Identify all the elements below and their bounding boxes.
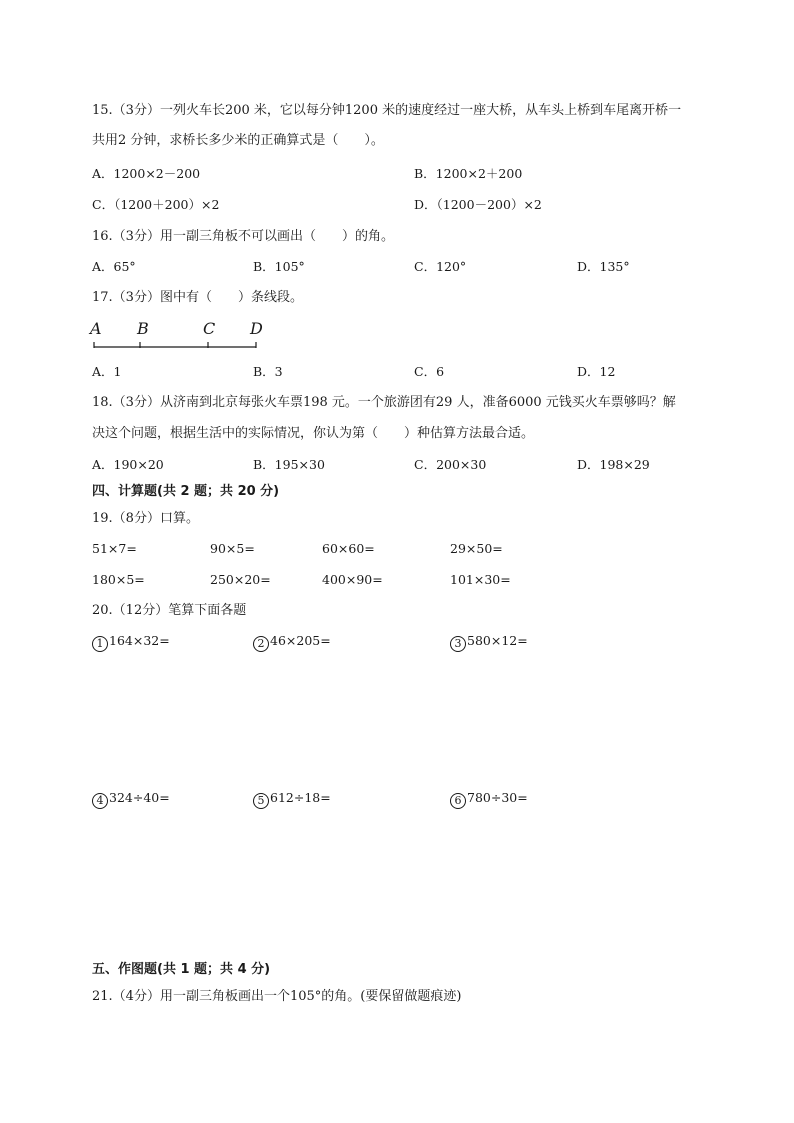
q21-stem: 21.（4分）用一副三角板画出一个105°的角。(要保留做题痕迹) [92, 989, 462, 1004]
line-segment-ad [90, 338, 262, 352]
circled-number: 3 [450, 636, 466, 652]
q16-stem: 16.（3分）用一副三角板不可以画出（ ）的角。 [92, 229, 394, 244]
section-5-heading: 五、作图题(共 1 题；共 4 分) [92, 962, 271, 977]
q18-option-a: A．190×20 [92, 457, 164, 472]
q16-option-a: A．65° [92, 259, 136, 274]
q18-option-d: D．198×29 [577, 457, 650, 472]
circled-number: 4 [92, 793, 108, 809]
circled-number: 5 [253, 793, 269, 809]
section-4-heading: 四、计算题(共 2 题；共 20 分) [92, 484, 280, 499]
circled-number: 2 [253, 636, 269, 652]
q15-option-d: D．（1200－200）×2 [414, 197, 542, 212]
oral-calc-item: 180×5= [92, 572, 145, 587]
point-label-c: C [203, 319, 216, 338]
oral-calc-item: 90×5= [210, 541, 255, 556]
written-calc-item: 3 580×12= [450, 635, 528, 652]
oral-calc-item: 400×90= [322, 572, 383, 587]
q20-stem: 20.（12分）笔算下面各题 [92, 603, 247, 618]
written-calc-item: 6 780÷30= [450, 792, 528, 809]
q15-option-a: A．1200×2－200 [92, 166, 201, 181]
q15-option-b: B．1200×2＋200 [414, 166, 523, 181]
point-label-b: B [137, 319, 149, 338]
oral-calc-item: 60×60= [322, 541, 375, 556]
q15-line1: 15.（3分）一列火车长200 米，它以每分钟1200 米的速度经过一座大桥，从车头上桥到车尾离开桥一 [92, 103, 682, 118]
point-label-a: A [90, 319, 102, 338]
q18-option-b: B．195×30 [253, 457, 325, 472]
q17-option-d: D．12 [577, 364, 616, 379]
q18-line2: 决这个问题，根据生活中的实际情况，你认为第（ ）种估算方法最合适。 [92, 426, 535, 441]
written-calc-item: 2 46×205= [253, 635, 331, 652]
oral-calc-item: 51×7= [92, 541, 137, 556]
q16-option-c: C．120° [414, 259, 467, 274]
circled-number: 1 [92, 636, 108, 652]
oral-calc-item: 101×30= [450, 572, 511, 587]
q17-option-c: C．6 [414, 364, 445, 379]
q17-option-b: B．3 [253, 364, 283, 379]
oral-calc-item: 250×20= [210, 572, 271, 587]
circled-number: 6 [450, 793, 466, 809]
q15-option-c: C．（1200＋200）×2 [92, 197, 220, 212]
written-calc-item: 5 612÷18= [253, 792, 331, 809]
q18-line1: 18.（3分）从济南到北京每张火车票198 元。一个旅游团有29 人，准备6000 元钱买火车票够吗？解 [92, 395, 676, 410]
q16-option-d: D．135° [577, 259, 630, 274]
q19-stem: 19.（8分）口算。 [92, 511, 199, 526]
point-label-d: D [250, 319, 263, 338]
q17-stem: 17.（3分）图中有（ ）条线段。 [92, 290, 303, 305]
q16-option-b: B．105° [253, 259, 305, 274]
oral-calc-item: 29×50= [450, 541, 503, 556]
written-calc-item: 1 164×32= [92, 635, 170, 652]
q17-option-a: A．1 [92, 364, 122, 379]
q15-line2: 共用2 分钟，求桥长多少米的正确算式是（ ）。 [92, 133, 384, 148]
q18-option-c: C．200×30 [414, 457, 487, 472]
written-calc-item: 4 324÷40= [92, 792, 170, 809]
